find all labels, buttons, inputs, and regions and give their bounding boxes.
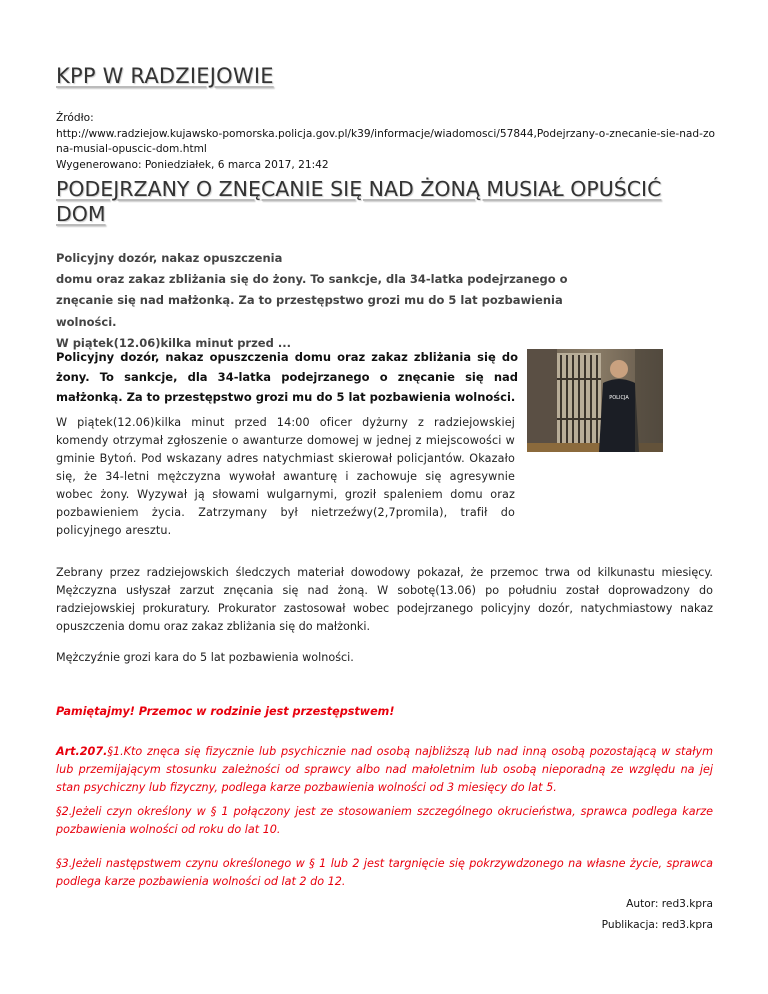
photo-vest-label: POLICJA — [609, 395, 629, 401]
article-paragraph: Mężczyźnie grozi kara do 5 lat pozbawienia wolności. — [56, 651, 354, 664]
law-paragraph-1 — [56, 743, 713, 797]
site-title: KPP W RADZIEJOWIE — [56, 64, 274, 88]
article-paragraph: Zebrany przez radziejowskich śledczych materiał dowodowy pokazał, że przemoc trwa od kilkunastu miesięcy. Mężczyzna usłyszał zarzut znęcania się nad żoną. W sobotę(13.06) po południu został doprowadzony do radziejowskiej prokuratury. Prokurator zastosował wobec podejrzanego policyjny dozór, natychmiastowy nakaz opuszczenia domu oraz zakaz zbliżania się do małżonki. — [56, 566, 713, 633]
source-url-line-1[interactable]: http://www.radziejow.kujawsko-pomorska.policja.gov.pl/k39/informacje/wiadomosci/57844,Podejrzany-o-znecanie-sie-nad-zo — [56, 127, 716, 140]
source-meta — [56, 111, 716, 173]
warning-text: Pamiętajmy! Przemoc w rodzinie jest przestępstwem! — [56, 705, 395, 718]
source-label: Źródło: — [56, 112, 94, 124]
lead-line: W piątek(12.06)kilka minut przed ... — [56, 335, 291, 350]
law-article-label: Art.207. — [56, 745, 108, 758]
source-url-line-2[interactable]: na-musial-opuscic-dom.html — [56, 143, 207, 155]
lead-line: domu oraz zakaz zbliżania się do żony. To sankcje, dla 34-latka podejrzanego o — [56, 272, 568, 287]
lead-line: wolności. — [56, 314, 117, 329]
photo-illustration — [527, 349, 663, 452]
article-intro: Policyjny dozór, nakaz opuszczenia domu oraz zakaz zbliżania się do żony. To sankcje, dla 34-latka podejrzanego o znęcanie się nad małżonką. Za to przestępstwo grozi mu do 5 lat pozbawienia wolności. — [56, 350, 518, 404]
article-title: PODEJRZANY O ZNĘCANIE SIĘ NAD ŻONĄ MUSIAŁ OPUŚCIĆ DOM — [56, 177, 662, 226]
article-footer — [602, 894, 713, 936]
publication-text: Publikacja: red3.kpra — [601, 919, 713, 931]
article-lead — [56, 248, 586, 354]
author-text: Autor: red3.kpra — [626, 898, 713, 910]
lead-line: Policyjny dozór, nakaz opuszczenia — [56, 251, 283, 265]
police-officer-photo — [527, 349, 663, 452]
generated-timestamp: Wygenerowano: Poniedziałek, 6 marca 2017, 21:42 — [56, 158, 329, 171]
lead-line: znęcanie się nad małżonką. Za to przestępstwo grozi mu do 5 lat pozbawienia — [56, 293, 563, 308]
law-paragraph-2: §2.Jeżeli czyn określony w § 1 połączony jest ze stosowaniem szczególnego okrucieństwa, sprawca podlega karze pozbawienia wolności od roku do lat 10. — [56, 805, 713, 836]
law-paragraph-3: §3.Jeżeli następstwem czynu określonego w § 1 lub 2 jest targnięcie się pokrzywdzonego na własne życie, sprawca podlega karze pozbawienia wolności od lat 2 do 12. — [56, 857, 713, 888]
article-paragraph: W piątek(12.06)kilka minut przed 14:00 oficer dyżurny z radziejowskiej komendy otrzymał zgłoszenie o awanturze domowej w jednej z miejscowości w gminie Bytoń. Pod wskazany adres natychmiast skierował policjantów. Okazało się, że 34-letni mężczyzna wywołał awanturę i zachowuje się agresywnie wobec żony. Wyzywał ją słowami wulgarnymi, groził spaleniem domu oraz pozbawieniem życia. Zatrzymany był nietrzeźwy(2,7promila), trafił do policyjnego aresztu. — [56, 416, 515, 537]
law-text: §1.Kto znęca się fizycznie lub psychicznie nad osobą najbliższą lub nad inną osobą pozostającą w stałym lub przemijającym stosunku zależności od sprawcy albo nad małoletnim lub osobą nieporadną ze względu na jej stan psychiczny lub fizyczny, podlega karze pozbawienia wolności od 3 miesięcy do lat 5. — [56, 745, 713, 794]
